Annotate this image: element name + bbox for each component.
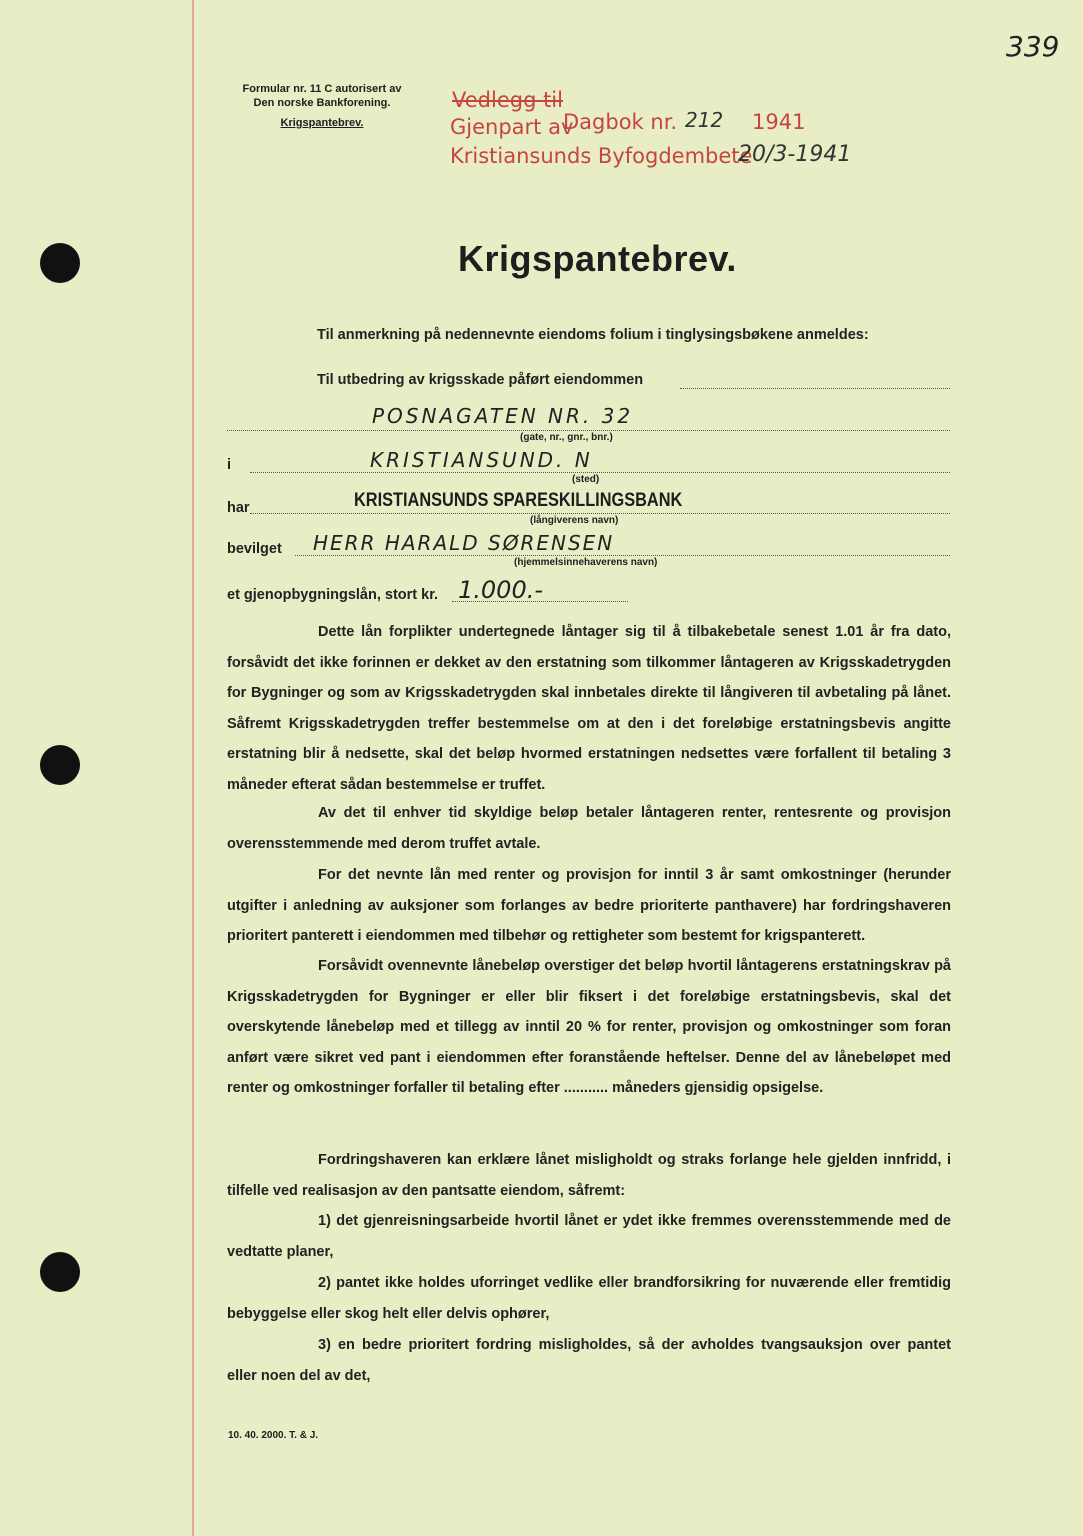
- form-line-3: Krigspantebrev.: [280, 117, 364, 129]
- lender-line: [250, 513, 950, 514]
- address-hint: (gate, nr., gnr., bnr.): [520, 432, 613, 443]
- i-label: i: [227, 457, 232, 473]
- form-line-2: Den norske Bankforening.: [253, 97, 391, 109]
- place-line: [250, 472, 950, 473]
- clause-1-block: [227, 1206, 951, 1267]
- bevilget-label: bevilget: [227, 541, 282, 557]
- document-title: Krigspantebrev.: [458, 238, 737, 279]
- punch-hole: [40, 243, 80, 283]
- paragraph-3-block: [227, 860, 951, 952]
- clause-2: 2) pantet ikke holdes uforringet vedlike eller brandforsikring for nuværende eller fremtidig bebyggelse eller skog helt eller delvis ophører,: [227, 1275, 951, 1322]
- stamp-office: Kristiansunds Byfogdembete: [450, 144, 753, 168]
- loan-label: et gjenopbygningslån, stort kr.: [227, 587, 439, 603]
- paragraph-1-block: [227, 617, 951, 800]
- stamp-line-1: Gjenpart av: [450, 115, 574, 139]
- loan-line: [452, 601, 628, 602]
- owner-value: HERR HARALD SØRENSEN: [313, 531, 615, 555]
- owner-line: [295, 555, 950, 556]
- clause-2-block: [227, 1268, 951, 1329]
- stamp-dagbok-number: 212: [685, 108, 724, 132]
- stamp-date: 20/3-1941: [738, 142, 852, 167]
- paragraph-4-block: [227, 951, 951, 1104]
- punch-hole: [40, 745, 80, 785]
- printer-footer: 10. 40. 2000. T. & J.: [228, 1430, 319, 1441]
- har-label: har: [227, 500, 250, 516]
- page-number: 339: [1006, 30, 1060, 63]
- address-value: POSNAGATEN NR. 32: [372, 404, 634, 428]
- paragraph-2-block: [227, 798, 951, 859]
- clause-3-block: [227, 1330, 951, 1391]
- paragraph-5: Fordringshaveren kan erklære lånet misligholdt og straks forlange hele gjelden innfridd, i tilfelle ved realisasjon av den pantsatte eiendom, såfremt:: [227, 1152, 951, 1199]
- paragraph-4: Forsåvidt ovennevnte lånebeløp overstiger det beløp hvortil låntagerens erstatningskrav på Krigsskadetrygden for Bygninger er eller blir fiksert i det foreløbige erstatningsbevis, skal det overskytende lånebeløp med et tillegg av inntil 20 % for renter, provisjon og omkostninger som foran anført være sikret ved pant i eiendommen efter foranstående heftelser. Denne del av lånebeløpet med renter og omkostninger forfaller til betaling efter ........... måneders gjensidig opsigelse.: [227, 958, 951, 1096]
- clause-3: 3) en bedre prioritert fordring misligholdes, så der avholdes tvangsauksjon over pantet eller noen del av det,: [227, 1337, 951, 1384]
- stamp-struck-text: Vedlegg til: [452, 88, 563, 112]
- paragraph-1: Dette lån forplikter undertegnede låntager sig til å tilbakebetale senest 1.01 år fra dato, forsåvidt det ikke forinnen er dekket av den erstatning som tilkommer låntageren av Krigsskadetrygden for Bygninger og som av Krigsskadetrygden skal innbetales direkte til långiveren til avbetaling på lånet. Såfremt Krigsskadetrygden treffer bestemmelse om at den i det foreløbige erstatningsbevis angitte erstatning blir å nedsette, skal det beløp hvormed erstatningen nedsettes være forfallent til betaling 3 måneder efterat sådan bestemmelse er truffet.: [227, 624, 951, 793]
- owner-hint: (hjemmelsinnehaverens navn): [514, 557, 658, 568]
- address-line: [227, 430, 950, 431]
- paragraph-2: Av det til enhver tid skyldige beløp betaler låntageren renter, rentesrente og provisjon overensstemmende med derom truffet avtale.: [227, 805, 951, 852]
- place-value: KRISTIANSUND. N: [370, 448, 593, 472]
- stamp-year: 1941: [752, 110, 806, 134]
- stamp-dagbok: Dagbok nr.: [563, 110, 678, 134]
- punch-hole: [40, 1252, 80, 1292]
- clause-1: 1) det gjenreisningsarbeide hvortil lånet er ydet ikke fremmes overensstemmende med de vedtatte planer,: [227, 1213, 951, 1260]
- paragraph-3: For det nevnte lån med renter og provisjon for inntil 3 år samt omkostninger (herunder utgifter i anledning av auksjoner som forlanges av bedre prioriterte panthavere) har fordringshaveren prioritert panterett i eiendommen med tilbehør og rettigheter som bestemt for krigspanterett.: [227, 867, 951, 944]
- lender-hint: (långiverens navn): [530, 515, 619, 526]
- place-hint: (sted): [572, 474, 600, 485]
- form-line-1: Formular nr. 11 C autorisert av: [242, 83, 402, 95]
- intro-text: Til anmerkning på nedennevnte eiendoms folium i tinglysingsbøkene anmeldes:: [317, 327, 869, 343]
- lender-stamp: KRISTIANSUNDS SPARESKILLINGSBANK: [354, 490, 683, 511]
- property-label: Til utbedring av krigsskade påført eiendommen: [317, 372, 644, 388]
- margin-line: [192, 0, 194, 1536]
- paragraph-5-block: [227, 1145, 951, 1206]
- loan-value: 1.000.-: [458, 576, 543, 604]
- property-line: [680, 388, 950, 389]
- form-header: [222, 82, 422, 130]
